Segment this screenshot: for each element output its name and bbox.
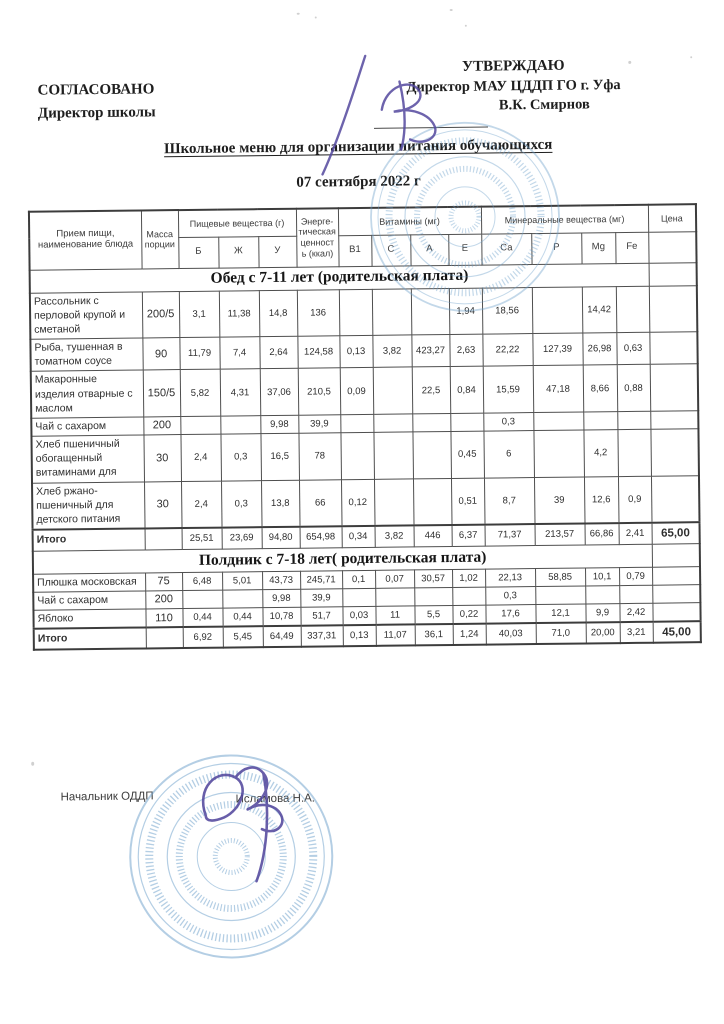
approved-signer: В.К. Смирнов xyxy=(498,96,590,114)
value-cell xyxy=(650,411,698,430)
total-value-cell: 71,37 xyxy=(485,524,535,546)
value-cell: 37,06 xyxy=(260,369,299,416)
value-cell: 12,1 xyxy=(535,604,585,623)
value-cell: 0,3 xyxy=(483,412,533,431)
total-label: Итого xyxy=(33,529,145,551)
value-cell xyxy=(617,429,651,476)
menu-table-body xyxy=(30,262,701,650)
col-header-a: А xyxy=(410,234,448,265)
dish-name: Рассольник с перловой крупой и сметаной xyxy=(30,291,143,339)
value-cell xyxy=(533,430,584,477)
value-cell: 127,39 xyxy=(532,333,582,366)
total-value-cell: 40,03 xyxy=(486,623,536,645)
document-date: 07 сентября 2022 г xyxy=(296,173,421,191)
value-cell: 26,98 xyxy=(582,333,616,366)
col-header-energy: Энерге- тическая ценност ь (ккал) xyxy=(296,208,339,266)
total-value-cell: 11,07 xyxy=(376,625,415,646)
value-cell xyxy=(373,432,413,479)
value-cell: 0,3 xyxy=(485,586,535,605)
section-price-cell xyxy=(652,543,700,567)
value-cell xyxy=(619,585,652,604)
total-value-cell: 20,00 xyxy=(586,622,620,643)
agreed-position: Директор школы xyxy=(37,103,156,122)
value-cell: 150/5 xyxy=(143,370,181,417)
dish-name: Чай с сахаром xyxy=(31,417,143,436)
value-cell: 0,63 xyxy=(616,332,649,365)
value-cell: 11 xyxy=(375,606,414,625)
value-cell xyxy=(339,289,373,336)
footer-position-title: Начальник ОДДП xyxy=(60,790,154,804)
value-cell: 2,64 xyxy=(259,336,297,369)
dish-name: Чай с сахаром xyxy=(33,591,145,610)
dish-name: Плюшка московская xyxy=(33,573,145,592)
value-cell: 9,98 xyxy=(262,589,300,608)
agreed-label: СОГЛАСОВАНО xyxy=(37,81,155,99)
col-group-minerals: Минеральные вещества (мг) xyxy=(481,205,648,234)
section-title: Полдник с 7-18 лет( родительская плата) xyxy=(33,544,652,574)
scan-noise xyxy=(450,9,453,11)
value-cell xyxy=(222,589,262,608)
value-cell: 7,4 xyxy=(219,337,259,370)
value-cell: 0,9 xyxy=(618,476,652,523)
col-header-fat: Ж xyxy=(218,236,258,267)
total-value-cell xyxy=(145,528,182,549)
approved-label: УТВЕРЖДАЮ xyxy=(461,57,565,75)
value-cell: 200 xyxy=(145,590,182,609)
value-cell: 10,78 xyxy=(262,607,300,626)
value-cell: 0,44 xyxy=(222,608,262,627)
value-cell: 0,51 xyxy=(451,478,485,525)
value-cell xyxy=(340,432,374,479)
menu-table xyxy=(28,203,702,651)
dish-name: Рыба, тушенная в томатном соусе xyxy=(30,338,142,372)
section-title: Обед с 7-11 лет (родительская плата) xyxy=(30,263,649,293)
value-cell xyxy=(617,411,650,430)
value-cell xyxy=(585,585,619,604)
total-value-cell: 446 xyxy=(414,525,452,546)
value-cell xyxy=(649,332,697,365)
value-cell: 1,02 xyxy=(452,569,485,588)
value-cell xyxy=(180,416,220,435)
table-row xyxy=(31,429,699,483)
total-value-cell: 36,1 xyxy=(415,624,453,645)
dish-name: Хлеб пшеничный обогащенный витаминами для xyxy=(31,435,144,483)
total-value-cell: 0,13 xyxy=(343,625,376,646)
value-cell: 43,73 xyxy=(262,571,300,590)
value-cell: 90 xyxy=(142,338,179,371)
scan-noise xyxy=(315,16,317,18)
menu-table-header xyxy=(29,204,697,270)
value-cell: 16,5 xyxy=(260,433,299,480)
col-header-e: Е xyxy=(448,234,481,265)
col-header-p: Р xyxy=(531,232,581,264)
value-cell: 30,57 xyxy=(414,569,452,588)
value-cell: 8,7 xyxy=(484,477,535,525)
total-value-cell xyxy=(146,627,183,648)
value-cell: 5,5 xyxy=(414,605,452,624)
col-group-nutrients: Пищевые вещества (г) xyxy=(178,209,296,237)
section-price-cell xyxy=(649,262,697,286)
value-cell: 0,44 xyxy=(182,608,222,627)
value-cell xyxy=(652,584,700,603)
value-cell: 47,18 xyxy=(533,365,584,412)
value-cell: 15,59 xyxy=(483,366,534,413)
value-cell xyxy=(616,286,650,333)
value-cell: 4,31 xyxy=(220,369,261,416)
value-cell xyxy=(412,413,450,432)
value-cell xyxy=(414,587,452,606)
value-cell xyxy=(650,364,699,411)
col-header-ca: Са xyxy=(481,233,531,265)
footer-signer: Исламова Н.А. xyxy=(235,792,316,806)
scan-noise xyxy=(465,25,467,27)
agreed-block xyxy=(37,78,155,124)
total-value-cell: 6,37 xyxy=(452,525,485,546)
value-cell: 0,88 xyxy=(617,365,651,412)
value-cell: 6 xyxy=(483,431,534,478)
value-cell: 2,42 xyxy=(619,603,652,622)
value-cell: 2,4 xyxy=(181,481,222,528)
value-cell xyxy=(649,285,698,332)
value-cell: 9,98 xyxy=(260,415,298,434)
round-seal-bottom xyxy=(123,748,339,964)
handwritten-signature-bottom xyxy=(183,750,355,892)
value-cell xyxy=(373,414,412,433)
total-value-cell: 6,92 xyxy=(183,627,223,648)
value-cell: 30 xyxy=(144,481,182,528)
value-cell: 12,6 xyxy=(584,476,619,523)
value-cell: 210,5 xyxy=(298,368,341,415)
value-cell xyxy=(535,586,585,605)
value-cell: 200 xyxy=(143,416,180,435)
value-cell: 18,56 xyxy=(482,287,533,334)
total-price-cell: 45,00 xyxy=(653,621,701,643)
total-value-cell: 654,98 xyxy=(300,526,342,547)
scan-noise xyxy=(690,56,692,58)
col-header-dish: Прием пищи, наименование блюда xyxy=(29,210,142,269)
document-title xyxy=(0,135,720,160)
value-cell: 6,48 xyxy=(182,572,222,591)
value-cell xyxy=(342,588,375,607)
value-cell xyxy=(182,590,222,609)
value-cell: 1,94 xyxy=(449,288,483,335)
value-cell: 2,63 xyxy=(449,334,482,367)
value-cell: 11,38 xyxy=(219,290,260,337)
value-cell: 2,4 xyxy=(180,434,221,481)
total-value-cell: 337,31 xyxy=(301,625,343,646)
total-value-cell: 23,69 xyxy=(222,527,262,548)
value-cell: 110 xyxy=(145,608,182,627)
total-value-cell: 25,51 xyxy=(182,528,222,549)
value-cell xyxy=(583,411,617,430)
value-cell: 22,22 xyxy=(482,334,532,367)
value-cell: 22,5 xyxy=(412,367,451,414)
value-cell: 58,85 xyxy=(535,568,585,587)
total-label: Итого xyxy=(34,628,146,650)
col-header-price-empty xyxy=(648,231,696,263)
value-cell: 39,9 xyxy=(300,588,342,607)
signature-line xyxy=(374,127,488,129)
dish-name: Макаронные изделия отварные с маслом xyxy=(31,370,144,418)
value-cell: 200/5 xyxy=(142,291,180,338)
value-cell: 124,58 xyxy=(297,336,339,369)
value-cell xyxy=(450,413,483,432)
table-row xyxy=(32,475,700,530)
value-cell: 0,09 xyxy=(340,368,374,415)
scan-noise xyxy=(31,762,34,766)
value-cell: 17,6 xyxy=(485,604,535,623)
approved-position: Директор МАУ ЦДДП ГО г. Уфа xyxy=(406,76,621,95)
total-value-cell: 71,0 xyxy=(536,623,586,645)
dish-name: Хлеб ржано-пшеничный для детского питания xyxy=(32,482,145,530)
value-cell xyxy=(532,286,583,333)
value-cell: 0,3 xyxy=(220,434,261,481)
value-cell: 0,45 xyxy=(450,431,484,478)
col-header-carbs: У xyxy=(258,236,296,267)
scan-noise xyxy=(628,61,631,64)
value-cell: 30 xyxy=(143,435,181,482)
value-cell: 0,84 xyxy=(450,366,484,413)
value-cell xyxy=(413,478,452,525)
total-value-cell: 2,41 xyxy=(619,523,652,544)
value-cell: 22,13 xyxy=(485,568,535,587)
value-cell xyxy=(372,288,412,335)
col-group-vitamins: Витамины (мг) xyxy=(338,207,481,236)
value-cell: 75 xyxy=(145,572,182,591)
value-cell: 11,79 xyxy=(179,337,219,370)
col-header-fe: Fe xyxy=(615,232,648,263)
total-value-cell: 64,49 xyxy=(263,626,301,647)
total-price-cell: 65,00 xyxy=(652,522,700,544)
total-value-cell: 1,24 xyxy=(453,624,486,645)
value-cell xyxy=(411,288,450,335)
total-value-cell: 3,82 xyxy=(375,525,414,546)
col-header-mass: Масса порции xyxy=(141,210,179,268)
value-cell xyxy=(340,414,373,433)
value-cell: 0,3 xyxy=(221,480,262,527)
value-cell: 3,82 xyxy=(372,335,411,368)
col-header-b1: В1 xyxy=(338,235,371,266)
value-cell: 39 xyxy=(534,477,585,525)
value-cell: 245,71 xyxy=(300,570,342,589)
value-cell xyxy=(651,475,700,523)
value-cell: 423,27 xyxy=(411,335,449,368)
value-cell: 5,82 xyxy=(180,369,221,416)
value-cell: 0,12 xyxy=(341,479,375,526)
total-value-cell: 0,34 xyxy=(342,526,375,547)
value-cell xyxy=(452,587,485,606)
value-cell xyxy=(220,416,260,435)
value-cell xyxy=(373,367,413,414)
value-cell xyxy=(533,412,583,431)
document-title-text: Школьное меню для организации питания обучающихся xyxy=(163,136,553,158)
table-row xyxy=(31,364,699,418)
total-value-cell: 94,80 xyxy=(262,527,300,548)
approved-block xyxy=(367,57,660,117)
col-header-price: Цена xyxy=(648,204,696,232)
scan-noise xyxy=(297,13,300,15)
total-value-cell: 66,86 xyxy=(585,523,619,544)
value-cell: 10,1 xyxy=(585,567,619,586)
value-cell: 9,9 xyxy=(585,604,619,623)
value-cell: 0,79 xyxy=(619,567,652,586)
table-row xyxy=(30,285,698,339)
value-cell: 66 xyxy=(299,479,342,526)
value-cell: 51,7 xyxy=(300,607,342,626)
dish-name: Яблоко xyxy=(33,609,145,629)
value-cell: 0,07 xyxy=(375,569,414,588)
value-cell: 0,03 xyxy=(342,606,375,625)
value-cell: 0,13 xyxy=(339,335,372,368)
total-value-cell: 5,45 xyxy=(223,626,263,647)
value-cell xyxy=(652,603,700,622)
value-cell xyxy=(374,478,414,525)
col-header-c: С xyxy=(371,234,410,265)
value-cell xyxy=(650,429,699,476)
value-cell: 4,2 xyxy=(583,430,618,477)
value-cell: 3,1 xyxy=(179,291,220,338)
value-cell: 13,8 xyxy=(261,480,300,527)
menu-table-wrap xyxy=(28,203,702,651)
value-cell: 14,8 xyxy=(259,290,298,337)
value-cell: 136 xyxy=(297,289,340,336)
value-cell: 0,1 xyxy=(342,570,375,589)
value-cell xyxy=(375,588,414,607)
value-cell: 39,9 xyxy=(298,415,340,434)
value-cell xyxy=(652,566,700,585)
value-cell: 14,42 xyxy=(582,286,617,333)
col-header-mg: Mg xyxy=(581,232,615,263)
value-cell: 5,01 xyxy=(222,571,262,590)
col-header-protein: Б xyxy=(178,237,218,268)
value-cell xyxy=(412,432,451,479)
value-cell: 78 xyxy=(298,433,341,480)
total-value-cell: 3,21 xyxy=(620,622,653,643)
value-cell: 0,22 xyxy=(452,605,485,624)
value-cell: 8,66 xyxy=(583,365,618,412)
total-value-cell: 213,57 xyxy=(535,524,585,546)
